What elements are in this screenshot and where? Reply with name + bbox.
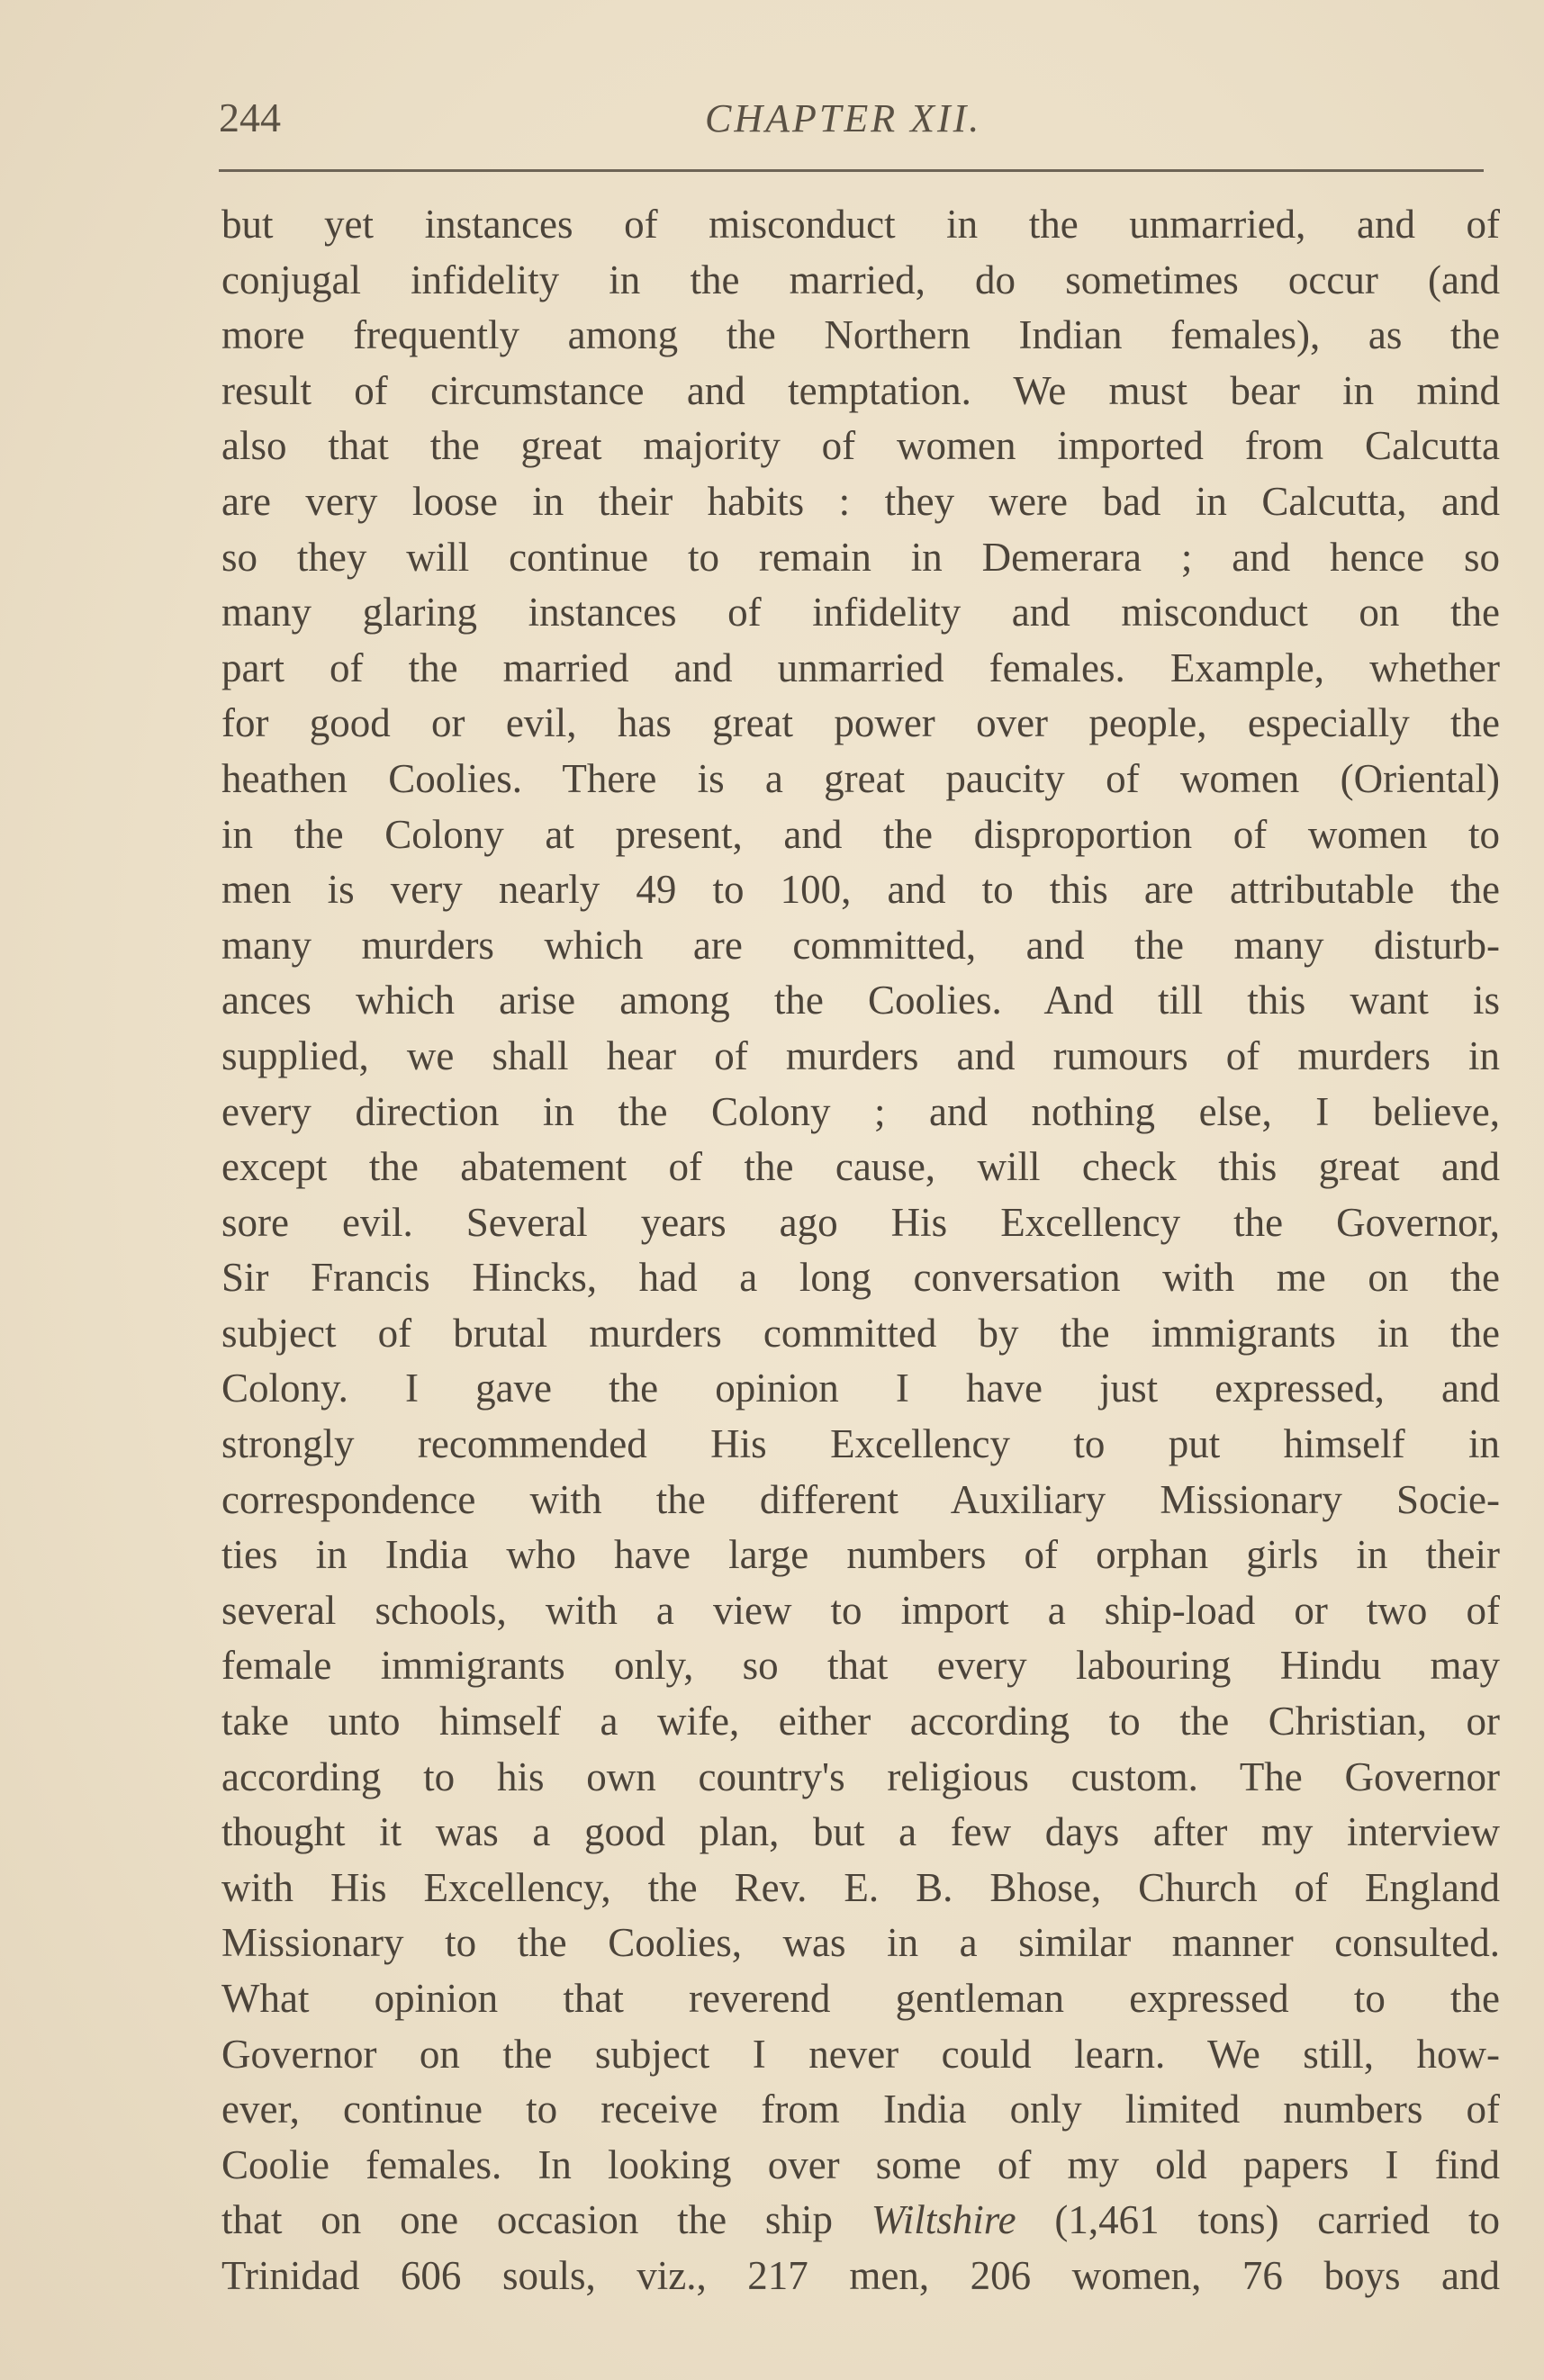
text-line: ances which arise among the Coolies. And till this want is [221,978,1500,1023]
text-line: ever, continue to receive from India only limited numbers of [221,2087,1500,2132]
text-line: Trinidad 606 souls, viz., 217 men, 206 women, 76 boys and [221,2252,1500,2298]
running-title: CHAPTER XII. [705,96,982,140]
text-line-ship [221,2193,1500,2249]
text-line: so they will continue to remain in Demerara ; and hence so [221,534,1500,580]
text-line: take unto himself a wife, either according to the Christian, or [221,1699,1500,1744]
text-line: part of the married and unmarried females. Example, whether [221,645,1500,690]
text-line: female immigrants only, so that every labouring Hindu may [221,1643,1500,1689]
text-line: Missionary to the Coolies, was in a similar manner consulted. [221,1920,1500,1966]
text-line: but yet instances of misconduct in the unmarried, and of [221,202,1500,247]
text-line: conjugal infidelity in the married, do sometimes occur (and [221,257,1500,302]
text-line: result of circumstance and temptation. We must bear in mind [221,367,1500,413]
text-line: more frequently among the Northern Indian females), as the [221,312,1500,358]
text-line: except the abatement of the cause, will check this great and [221,1144,1500,1190]
ship-line-rest: (1,461 tons) carried to [1016,2197,1500,2243]
text-line: in the Colony at present, and the disproportion of women to [221,811,1500,857]
text-line: several schools, with a view to import a ship-load or two of [221,1587,1500,1633]
text-line: Colony. I gave the opinion I have just expressed, and [221,1366,1500,1411]
text-line: many murders which are committed, and the many disturb- [221,922,1500,968]
text-line: What opinion that reverend gentleman expressed to the [221,1976,1500,2021]
text-line: are very loose in their habits : they were bad in Calcutta, and [221,478,1500,524]
text-line: Sir Francis Hincks, had a long conversation with me on the [221,1255,1500,1301]
text-line: according to his own country's religious custom. The Governor [221,1753,1500,1799]
text-line: heathen Coolies. There is a great paucity of women (Oriental) [221,755,1500,801]
text-line: supplied, we shall hear of murders and rumours of murders in [221,1032,1500,1078]
header-rule [219,169,1484,172]
body-text [221,197,1500,2304]
text-line: sore evil. Several years ago His Excellency the Governor, [221,1199,1500,1245]
text-line: ties in India who have large numbers of orphan girls in their [221,1532,1500,1578]
ship-line-lead: that on one occasion the ship [221,2197,833,2243]
text-line: many glaring instances of infidelity and misconduct on the [221,590,1500,636]
text-line: thought it was a good plan, but a few days after my interview [221,1809,1500,1855]
text-line: with His Excellency, the Rev. E. B. Bhose, Church of England [221,1864,1500,1910]
text-line: correspondence with the different Auxiliary Missionary Socie- [221,1476,1500,1522]
text-line: every direction in the Colony ; and nothing else, I believe, [221,1088,1500,1134]
text-line: for good or evil, has great power over people, especially the [221,700,1500,746]
text-line: subject of brutal murders committed by the immigrants in the [221,1310,1500,1356]
text-line: also that the great majority of women imported from Calcutta [221,423,1500,469]
text-line: strongly recommended His Excellency to put himself in [221,1421,1500,1467]
page-header [219,94,1484,148]
text-line: Governor on the subject I never could learn. We still, how- [221,2031,1500,2077]
text-line: men is very nearly 49 to 100, and to this are attributable the [221,867,1500,913]
text-line: Coolie females. In looking over some of my old papers I find [221,2141,1500,2187]
page-number: 244 [219,95,281,140]
ship-name: Wiltshire [871,2197,1016,2243]
